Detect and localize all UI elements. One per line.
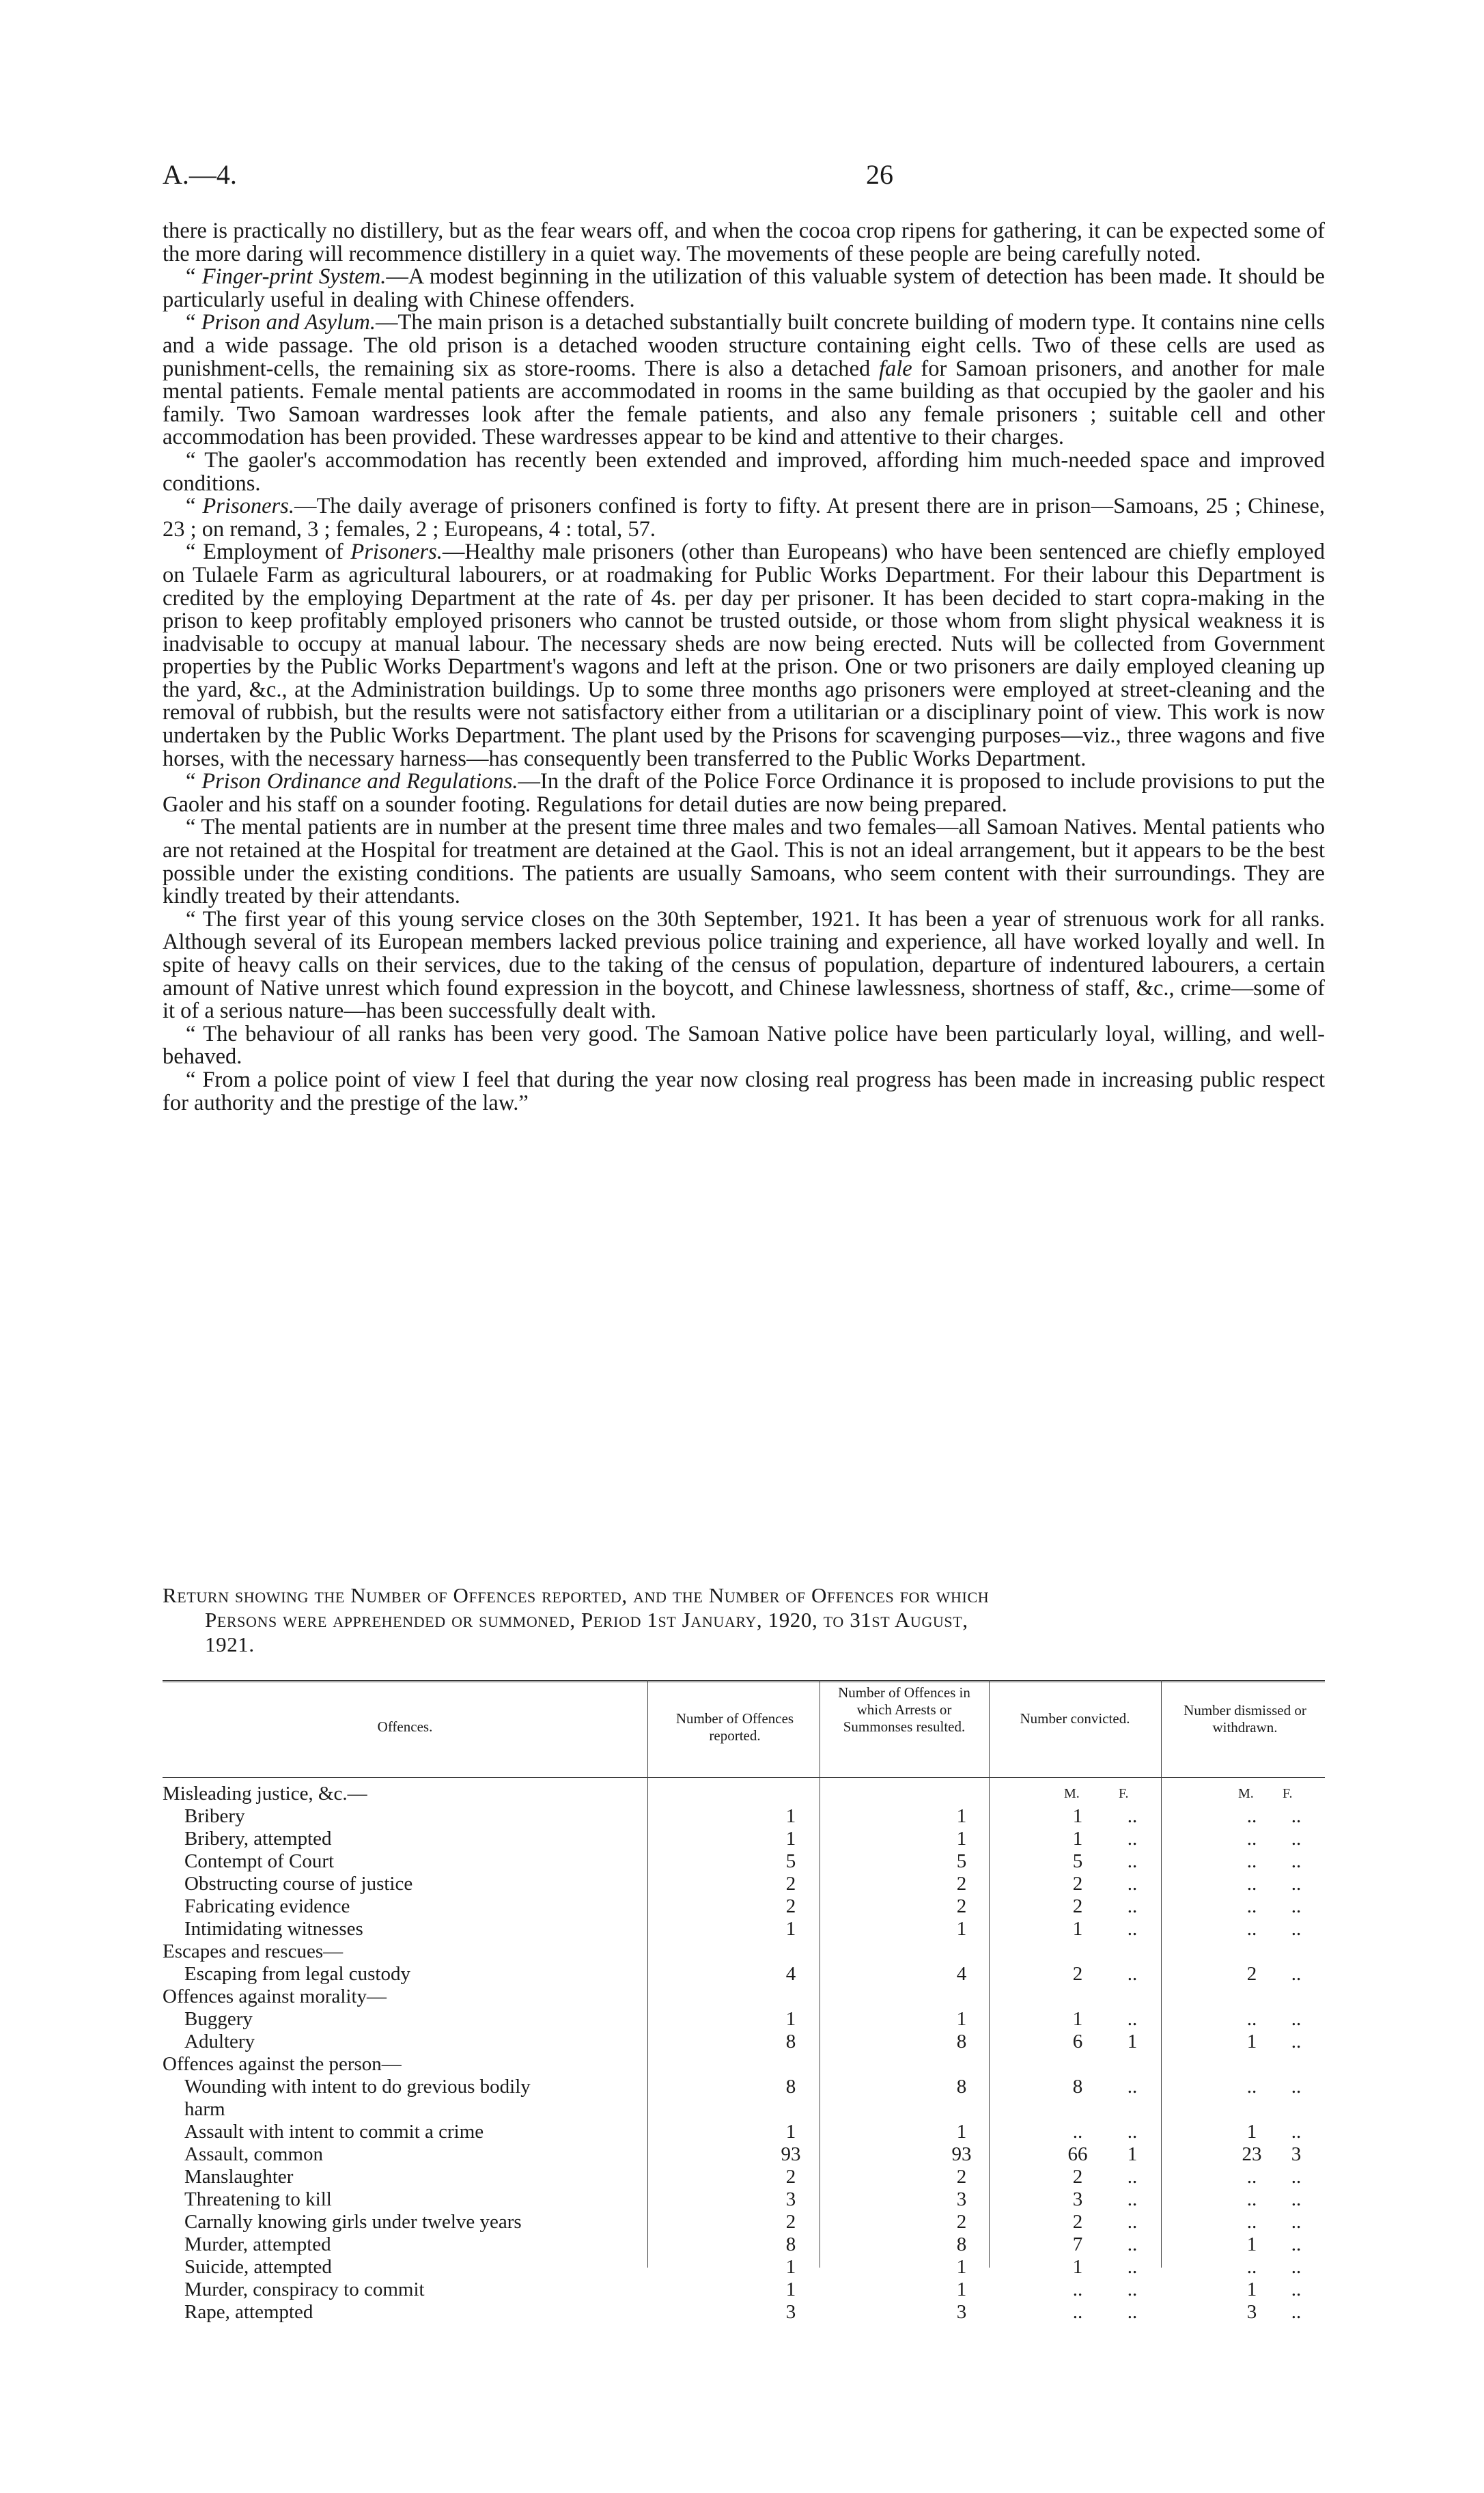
cell-dis-f: .. xyxy=(1291,2279,1302,2300)
table-row xyxy=(163,1805,1325,1828)
table-row xyxy=(163,1940,1325,1963)
cell-arrests: 8 xyxy=(956,2076,967,2098)
page-number: 26 xyxy=(866,159,893,190)
cell-dis-f: .. xyxy=(1291,1918,1302,1940)
cell-conv-f: .. xyxy=(1127,1873,1138,1895)
offence-label: Bribery, attempted xyxy=(184,1828,332,1850)
paragraph: “ Prison Ordinance and Regulations.—In the draft of the Police Force Ordinance it is proposed to include provisions to put the Gaoler and his staff on a sounder footing. Regulations for detail duties are now being prepared. xyxy=(163,769,1326,817)
table-row xyxy=(163,1873,1325,1895)
cell-dis-m: 1 xyxy=(1246,2279,1257,2300)
cell-arrests: 5 xyxy=(956,1850,967,1872)
cell-dis-f: .. xyxy=(1291,1828,1302,1850)
table-row xyxy=(163,1895,1325,1918)
cell-dis-m: .. xyxy=(1246,2188,1257,2210)
sub-header-m: M. xyxy=(1064,1786,1080,1801)
cell-dis-m: .. xyxy=(1246,2008,1257,2030)
cell-reported: 3 xyxy=(785,2301,796,2323)
sub-header-f: F. xyxy=(1119,1786,1129,1801)
cell-conv-m: 2 xyxy=(1072,1873,1083,1895)
page-header xyxy=(163,158,1325,199)
table-row xyxy=(163,2098,1325,2121)
cell-reported: 93 xyxy=(781,2143,801,2165)
cell-conv-f: .. xyxy=(1127,2008,1138,2030)
offence-label: Contempt of Court xyxy=(184,1850,335,1872)
offence-label: Intimidating witnesses xyxy=(184,1918,363,1940)
cell-arrests: 8 xyxy=(956,2233,967,2255)
table-row xyxy=(163,2211,1325,2233)
offence-category: Offences against morality— xyxy=(163,1986,387,2007)
cell-conv-m: 3 xyxy=(1072,2188,1083,2210)
cell-conv-m: 8 xyxy=(1072,2076,1083,2098)
cell-arrests: 1 xyxy=(956,1828,967,1850)
cell-conv-m: 5 xyxy=(1072,1850,1083,1872)
header-reported: Number of Offences reported. xyxy=(675,1710,794,1744)
cell-conv-f: .. xyxy=(1127,1963,1138,1985)
cell-conv-f: .. xyxy=(1127,1805,1138,1827)
caption-line-3: 1921. xyxy=(205,1632,255,1656)
offence-label: Suicide, attempted xyxy=(184,2256,332,2278)
offence-label: Fabricating evidence xyxy=(184,1895,350,1917)
cell-arrests: 1 xyxy=(956,2008,967,2030)
cell-dis-m: 1 xyxy=(1246,2121,1257,2143)
cell-reported: 8 xyxy=(785,2233,796,2255)
offence-label: Bribery xyxy=(184,1805,245,1827)
offence-label: Wounding with intent to do grevious bodily xyxy=(184,2076,531,2098)
cell-dis-m: 1 xyxy=(1246,2031,1257,2052)
cell-dis-m: .. xyxy=(1246,2211,1257,2233)
cell-dis-m: .. xyxy=(1246,2166,1257,2188)
report-text xyxy=(163,220,1325,1115)
offence-label: Murder, conspiracy to commit xyxy=(184,2279,425,2300)
cell-reported: 1 xyxy=(785,2256,796,2278)
cell-conv-f: .. xyxy=(1127,2233,1138,2255)
cell-conv-m: 66 xyxy=(1067,2143,1088,2165)
cell-arrests: 3 xyxy=(956,2188,967,2210)
table-row xyxy=(163,2121,1325,2143)
cell-reported: 3 xyxy=(785,2188,796,2210)
cell-conv-f: .. xyxy=(1127,2121,1138,2143)
cell-conv-f: .. xyxy=(1127,2279,1138,2300)
caption-line-2: Persons were apprehended or summoned, Period 1st January, 1920, to 31st August, xyxy=(205,1608,968,1632)
cell-arrests: 1 xyxy=(956,2279,967,2300)
cell-dis-m: .. xyxy=(1246,2076,1257,2098)
cell-dis-f: .. xyxy=(1291,1895,1302,1917)
cell-reported: 8 xyxy=(785,2076,796,2098)
cell-conv-f: .. xyxy=(1127,2256,1138,2278)
table-row xyxy=(163,2279,1325,2301)
cell-dis-f: .. xyxy=(1291,1850,1302,1872)
cell-dis-f: .. xyxy=(1291,1963,1302,1985)
cell-dis-f: .. xyxy=(1291,2233,1302,2255)
cell-reported: 1 xyxy=(785,1828,796,1850)
offence-label: Threatening to kill xyxy=(184,2188,332,2210)
table-top-rule xyxy=(163,1680,1325,1682)
document-reference: A.—4. xyxy=(163,159,237,190)
cell-conv-f: .. xyxy=(1127,2211,1138,2233)
header-convicted: Number convicted. xyxy=(1020,1710,1130,1727)
cell-reported: 2 xyxy=(785,1873,796,1895)
cell-arrests: 4 xyxy=(956,1963,967,1985)
cell-dis-f: .. xyxy=(1291,1873,1302,1895)
cell-dis-m: 23 xyxy=(1242,2143,1262,2165)
offence-category: Offences against the person— xyxy=(163,2053,402,2075)
offence-label: Carnally knowing girls under twelve years xyxy=(184,2211,522,2233)
sub-header-f: F. xyxy=(1283,1786,1293,1801)
cell-reported: 5 xyxy=(785,1850,796,1872)
cell-conv-m: 1 xyxy=(1072,2256,1083,2278)
paragraph: “ Finger-print System.—A modest beginning in the utilization of this valuable system of detection has been made. It should be particularly useful in dealing with Chinese offenders. xyxy=(163,264,1325,312)
cell-dis-f: .. xyxy=(1291,2166,1302,2188)
offence-label: Rape, attempted xyxy=(184,2301,313,2323)
cell-conv-m: 6 xyxy=(1072,2031,1083,2052)
cell-arrests: 2 xyxy=(956,2166,967,2188)
cell-conv-m: 1 xyxy=(1072,2008,1083,2030)
cell-dis-m: .. xyxy=(1246,1850,1257,1872)
cell-conv-m: 2 xyxy=(1072,1895,1083,1917)
cell-dis-m: 1 xyxy=(1246,2233,1257,2255)
offence-label: Escaping from legal custody xyxy=(184,1963,410,1985)
cell-conv-m: 1 xyxy=(1072,1918,1083,1940)
offences-table xyxy=(163,1680,1325,2323)
cell-reported: 2 xyxy=(785,2211,796,2233)
cell-conv-f: .. xyxy=(1127,1828,1138,1850)
paragraph: “ The mental patients are in number at the present time three males and two females—all Samoan Natives. Mental patients who are not retained at the Hospital for treatment are detained at the Gaol. This is not an ideal arrangement, but it appears to be the best possible under the existing conditions. The patients are usually Samoans, who seem content with their surroundings. They are kindly treated by their attendants. xyxy=(163,815,1325,909)
cell-reported: 1 xyxy=(785,1805,796,1827)
cell-dis-f: .. xyxy=(1291,1805,1302,1827)
cell-reported: 2 xyxy=(785,1895,796,1917)
cell-conv-f: .. xyxy=(1127,1895,1138,1917)
table-row xyxy=(163,1783,1325,1805)
offence-label: Obstructing course of justice xyxy=(184,1873,413,1895)
cell-dis-m: 2 xyxy=(1246,1963,1257,1985)
offence-label: Assault with intent to commit a crime xyxy=(184,2121,484,2143)
cell-dis-m: .. xyxy=(1246,1805,1257,1827)
table-row xyxy=(163,2188,1325,2211)
offence-label: Murder, attempted xyxy=(184,2233,331,2255)
cell-reported: 1 xyxy=(785,2279,796,2300)
cell-conv-f: .. xyxy=(1127,2301,1138,2323)
table-row xyxy=(163,1828,1325,1850)
table-row xyxy=(163,1850,1325,1873)
cell-dis-m: .. xyxy=(1246,1895,1257,1917)
cell-dis-f: .. xyxy=(1291,2211,1302,2233)
header-arrests: Number of Offences in which Arrests or Summonses resulted. xyxy=(838,1684,970,1735)
cell-conv-m: .. xyxy=(1072,2121,1083,2143)
table-caption xyxy=(163,1583,1325,1657)
table-row xyxy=(163,2233,1325,2256)
header-offences: Offences. xyxy=(377,1718,433,1735)
table-row xyxy=(163,1963,1325,1986)
cell-dis-m: .. xyxy=(1246,1828,1257,1850)
table-row xyxy=(163,2301,1325,2324)
cell-dis-m: .. xyxy=(1246,2256,1257,2278)
cell-arrests: 1 xyxy=(956,2121,967,2143)
paragraph: “ The first year of this young service closes on the 30th September, 1921. It has been a year of strenuous work for all ranks. Although several of its European members lacked previous police training and experience, all have worked loyally and well. In spite of heavy calls on their services, due to the taking of the census of population, departure of indentured labourers, a certain amount of Native unrest which found expression in the boycott, and Chinese lawlessness, shortness of staff, &c., crime—some of it of a serious nature—has been successfully dealt with. xyxy=(163,906,1325,1024)
cell-dis-f: .. xyxy=(1291,2121,1302,2143)
cell-conv-m: 1 xyxy=(1072,1828,1083,1850)
cell-dis-m: 3 xyxy=(1246,2301,1257,2323)
paragraph: “ The behaviour of all ranks has been very good. The Samoan Native police have been particularly loyal, willing, and well-behaved. xyxy=(163,1021,1325,1070)
paragraph: “ The gaoler's accommodation has recently been extended and improved, affording him much-needed space and improved conditions. xyxy=(163,447,1325,496)
cell-arrests: 8 xyxy=(956,2031,967,2052)
cell-conv-f: 1 xyxy=(1127,2143,1138,2165)
cell-conv-f: .. xyxy=(1127,2188,1138,2210)
cell-reported: 4 xyxy=(785,1963,796,1985)
cell-reported: 1 xyxy=(785,2008,796,2030)
cell-arrests: 2 xyxy=(956,1873,967,1895)
cell-dis-f: .. xyxy=(1291,2008,1302,2030)
table-row xyxy=(163,2053,1325,2076)
cell-dis-f: 3 xyxy=(1291,2143,1302,2165)
offence-label: harm xyxy=(184,2098,225,2120)
table-row xyxy=(163,1918,1325,1940)
offence-label: Manslaughter xyxy=(184,2166,294,2188)
cell-arrests: 3 xyxy=(956,2301,967,2323)
cell-conv-m: 2 xyxy=(1072,2166,1083,2188)
header-dismissed: Number dismissed or withdrawn. xyxy=(1184,1702,1306,1736)
cell-dis-f: .. xyxy=(1291,2256,1302,2278)
cell-arrests: 1 xyxy=(956,1918,967,1940)
cell-conv-m: 1 xyxy=(1072,1805,1083,1827)
cell-arrests: 93 xyxy=(951,2143,972,2165)
table-row xyxy=(163,2256,1325,2279)
table-row xyxy=(163,2166,1325,2188)
table-row xyxy=(163,1986,1325,2008)
paragraph: “ Prison and Asylum.—The main prison is a detached substantially built concrete building of modern type. It contains nine cells and a wide passage. The old prison is a detached wooden structure containing eight cells. Two of these cells are used as punishment-cells, the remaining six as store-rooms. There is also a detached fale for Samoan prisoners, and another for male mental patients. Female mental patients are accommodated in rooms in the same building as that occupied by the gaoler and his family. Two Samoan wardresses look after the female patients, and also any female prisoners ; suitable cell and other accommodation has been provided. These wardresses appear to be kind and attentive to their charges. xyxy=(163,310,1326,450)
cell-conv-f: .. xyxy=(1127,1850,1138,1872)
cell-arrests: 2 xyxy=(956,1895,967,1917)
cell-conv-f: 1 xyxy=(1127,2031,1138,2052)
offence-label: Buggery xyxy=(184,2008,253,2030)
cell-dis-m: .. xyxy=(1246,1873,1257,1895)
offence-category: Misleading justice, &c.— xyxy=(163,1783,367,1805)
offence-label: Adultery xyxy=(184,2031,255,2052)
paragraph: “ From a police point of view I feel that during the year now closing real progress has been made in increasing public respect for authority and the prestige of the law.” xyxy=(163,1067,1325,1115)
cell-conv-m: .. xyxy=(1072,2301,1083,2323)
cell-dis-f: .. xyxy=(1291,2301,1302,2323)
table-row xyxy=(163,2008,1325,2031)
table-header-rule xyxy=(163,1777,1325,1778)
offence-category: Escapes and rescues— xyxy=(163,1940,344,1962)
table-row xyxy=(163,2076,1325,2098)
cell-dis-f: .. xyxy=(1291,2076,1302,2098)
offence-label: Assault, common xyxy=(184,2143,323,2165)
sub-header-m: M. xyxy=(1238,1786,1254,1801)
cell-conv-f: .. xyxy=(1127,2076,1138,2098)
cell-dis-f: .. xyxy=(1291,2188,1302,2210)
paragraph: there is practically no distillery, but as the fear wears off, and when the cocoa crop ripens for gathering, it can be expected some of the more daring will recommence distillery in a quiet way. The movements of these people are being carefully noted. xyxy=(163,219,1325,266)
cell-reported: 8 xyxy=(785,2031,796,2052)
table-row xyxy=(163,2143,1325,2166)
cell-reported: 1 xyxy=(785,2121,796,2143)
paragraph: “ Prisoners.—The daily average of prisoners confined is forty to fifty. At present there are in prison—Samoans, 25 ; Chinese, 23 ; on remand, 3 ; females, 2 ; Europeans, 4 : total, 57. xyxy=(163,494,1325,542)
cell-conv-m: 2 xyxy=(1072,1963,1083,1985)
cell-reported: 2 xyxy=(785,2166,796,2188)
cell-arrests: 1 xyxy=(956,2256,967,2278)
cell-dis-f: .. xyxy=(1291,2031,1302,2052)
cell-dis-m: .. xyxy=(1246,1918,1257,1940)
table-row xyxy=(163,2031,1325,2053)
cell-arrests: 1 xyxy=(956,1805,967,1827)
cell-conv-m: .. xyxy=(1072,2279,1083,2300)
cell-conv-f: .. xyxy=(1127,2166,1138,2188)
cell-conv-m: 7 xyxy=(1072,2233,1083,2255)
cell-conv-m: 2 xyxy=(1072,2211,1083,2233)
cell-arrests: 2 xyxy=(956,2211,967,2233)
paragraph: “ Employment of Prisoners.—Healthy male prisoners (other than Europeans) who have been sentenced are chiefly employed on Tulaele Farm as agricultural labourers, or at roadmaking for Public Works Department. For their labour this Department is credited by the employing Department at the rate of 4s. per day per prisoner. It has been decided to start copra-making in the prison to keep profitably employed prisoners who cannot be trusted outside, or those whom from slight physical weakness it is inadvisable to occupy at manual labour. The necessary sheds are now being erected. Nuts will be collected from Government properties by the Public Works Department's wagons and left at the prison. One or two prisoners are daily employed cleaning up the yard, &c., at the Administration buildings. Up to some three months ago prisoners were employed at street-cleaning and the removal of rubbish, but the results were not satisfactory either from a utilitarian or a disciplinary point of view. This work is now undertaken by the Public Works Department. The plant used by the Prisons for scavenging purposes—viz., three wagons and five horses, with the necessary harness—has consequently been transferred to the Public Works Department. xyxy=(163,540,1325,771)
caption-line-1: Return showing the Number of Offences reported, and the Number of Offences for which xyxy=(163,1583,990,1607)
cell-reported: 1 xyxy=(785,1918,796,1940)
cell-conv-f: .. xyxy=(1127,1918,1138,1940)
